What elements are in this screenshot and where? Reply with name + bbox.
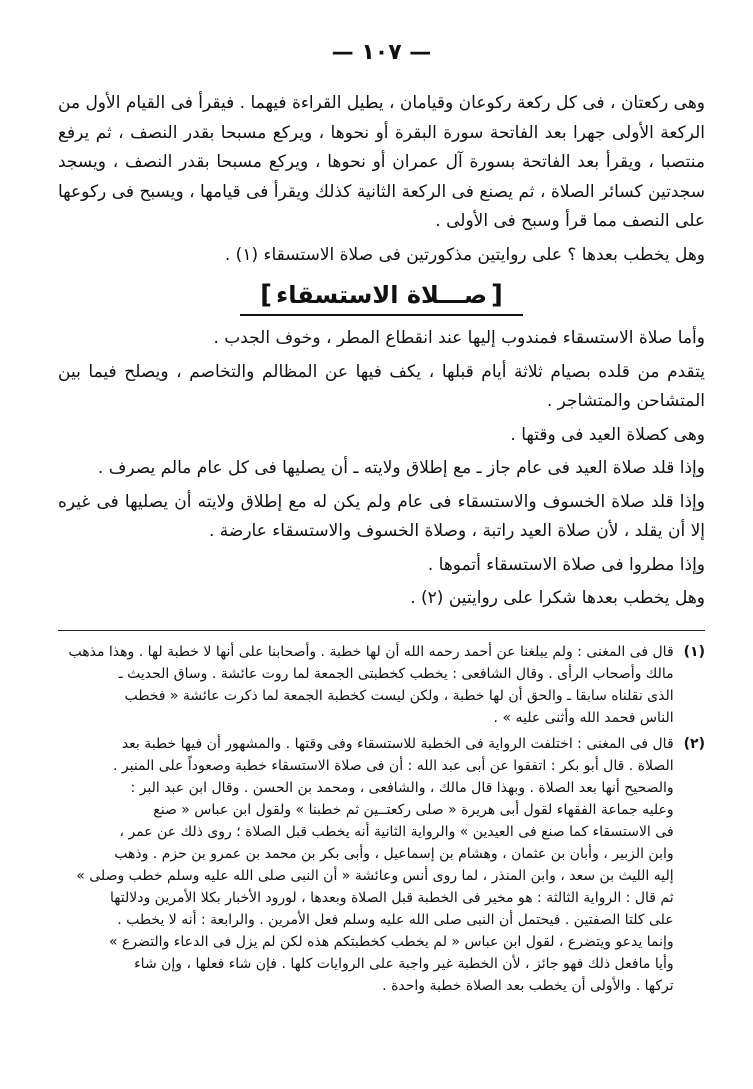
footnote-text <box>58 641 674 729</box>
footnote-line: الذى نقلناه سابقا ـ والحق أن لها خطبة ، ولكن ليست كخطبة الجمعة لما ذكرت عائشة « فخطب <box>124 687 674 704</box>
footnote-line: وأيا مافعل ذلك فهو جائز ، لأن الخطبة غير واجبة على الروايات كلها . فإن شاء فعلها ، وإن شاء <box>134 955 674 972</box>
paragraph-eclipse-prayer-description: وهى ركعتان ، فى كل ركعة ركوعان وقيامان ، يطيل القراءة فيهما . فيقرأ فى القيام الأول من الركعة الأولى جهرا بعد الفاتحة سورة البقرة أو نحوها ، ويركع مسبحا بقدر النصف ، ثم يرفع منتصبا ، ويقرأ بعد الفاتحة بسورة آل عمران أو نحوها ، ويركع مسبحا بقدر النصف ، ويسجد سجدتين كسائر الصلاة ، ثم يصنع فى الركعة الثانية كذلك ويقرأ فى قيامها ، ويسبح فى ركوعها على النصف مما قرأ وسبح فى الأولى . <box>58 93 705 231</box>
footnote-line: ثم قال : الرواية الثالثة : هو مخير فى الخطبة قبل الصلاة وبعدها ، لورود الأخبار بكلا الأمرين ودلالتها <box>110 889 674 906</box>
paragraph-eclipse-sermon-question: وهل يخطب بعدها ؟ على روايتين مذكورتين فى صلاة الاستسقاء (١) . <box>224 244 705 265</box>
page-number: — ١٠٧ — <box>331 40 432 65</box>
footnote-line: والصحيح أنها بعد الصلاة . وبهذا قال مالك ، والشافعى ، ومحمد بن الحسن . وقال ابن عبد البر : <box>130 779 674 796</box>
main-text <box>58 89 705 614</box>
footnote-line: الناس فحمد الله وأثنى عليه » . <box>493 709 674 726</box>
footnote-line: على كلتا الصفتين . فيحتمل أن النبى صلى الله عليه وسلم فعل الأمرين . والرابعة : أنه لا يخطب . <box>117 911 674 928</box>
footnote-line: وعليه جماعة الفقهاء لقول أبى هريرة « صلى ركعتــين ثم خطبنا » ولقول ابن عباس « صنع <box>153 801 674 818</box>
footnote-1 <box>58 641 705 729</box>
paragraph-fasting-before: يتقدم من قلده بصيام ثلاثة أيام قبلها ، يكف فيها عن المظالم والتخاصم ، ويصلح فيما بين المتشاحن والمتشاجر . <box>58 361 705 411</box>
footnote-line: قال فى المغنى : اختلفت الرواية فى الخطبة للاستسقاء وفى وقتها . والمشهور أن فيها خطبة بعد <box>121 735 674 752</box>
footnote-line: وابن الزبير ، وأبان بن عثمان ، وهشام بن إسماعيل ، وأبى بكر بن محمد بن عمرو بن حزم . وذهب <box>114 845 674 862</box>
footnote-line: إليه الليث بن سعد ، وابن المنذر ، لما روى أنس وعائشة « أن النبى صلى الله عليه وسلم خطب وصلى » <box>76 867 674 884</box>
footnote-line: مالك وأصحاب الرأى . وقال الشافعى : يخطب كخطبتى الجمعة لما روت عائشة . وساق الحديث ـ <box>118 665 674 682</box>
footnote-divider <box>58 630 705 631</box>
footnote-2 <box>58 733 705 997</box>
footnote-marker: (١) <box>683 643 705 660</box>
footnote-line: الصلاة . قال أبو بكر : اتفقوا عن أبى عبد الله : أن فى صلاة الاستسقاء خطبة وصعوداً على المنبر . <box>112 757 674 774</box>
paragraph-eid-appointment: وإذا قلد صلاة العيد فى عام جاز ـ مع إطلاق ولايته ـ أن يصليها فى كل عام مالم يصرف . <box>97 458 705 478</box>
footnote-marker: (٢) <box>683 735 705 752</box>
paragraph-thanks-sermon: وهل يخطب بعدها شكرا على روايتين (٢) . <box>410 588 705 608</box>
footnote-line: قال فى المغنى : ولم يبلغنا عن أحمد رحمه الله أن لها خطبة . وأصحابنا على أنها لا خطبة لها . وهذا مذهب <box>68 643 674 660</box>
footnote-line: تركها . والأولى أن يخطب بعد الصلاة خطبة واحدة . <box>382 977 674 994</box>
paragraph-timing: وهى كصلاة العيد فى وقتها . <box>510 424 705 445</box>
footnote-line: وإنما يدعو ويتضرع ، لقول ابن عباس « لم يخطب كخطبتكم هذه لكن لم يزل فى الدعاء والتضرع » <box>108 933 674 950</box>
paragraph-rain-prayer-intro: وأما صلاة الاستسقاء فمندوب إليها عند انقطاع المطر ، وخوف الجدب . <box>213 328 705 348</box>
paragraph-eclipse-appointment: وإذا قلد صلاة الخسوف والاستسقاء فى عام ولم يكن له مع إطلاق ولايته أن يصليها فى غيره إلا أن يقلد ، لأن صلاة العيد راتبة ، وصلاة الخسوف والاستسقاء عارضة . <box>58 491 705 541</box>
section-heading <box>58 280 705 316</box>
footnotes <box>58 641 705 997</box>
paragraph-rain-during-prayer: وإذا مطروا فى صلاة الاستسقاء أتموها . <box>427 554 705 575</box>
footnote-line: فى الاستسقاء كما صنع فى العيدين » والرواية الثانية أنه يخطب قبل الصلاة ؛ روى ذلك عن عمر ، <box>119 823 674 840</box>
footnote-text <box>58 733 674 997</box>
section-heading-title: [صـــلاة الاستسقاء] <box>240 280 523 316</box>
